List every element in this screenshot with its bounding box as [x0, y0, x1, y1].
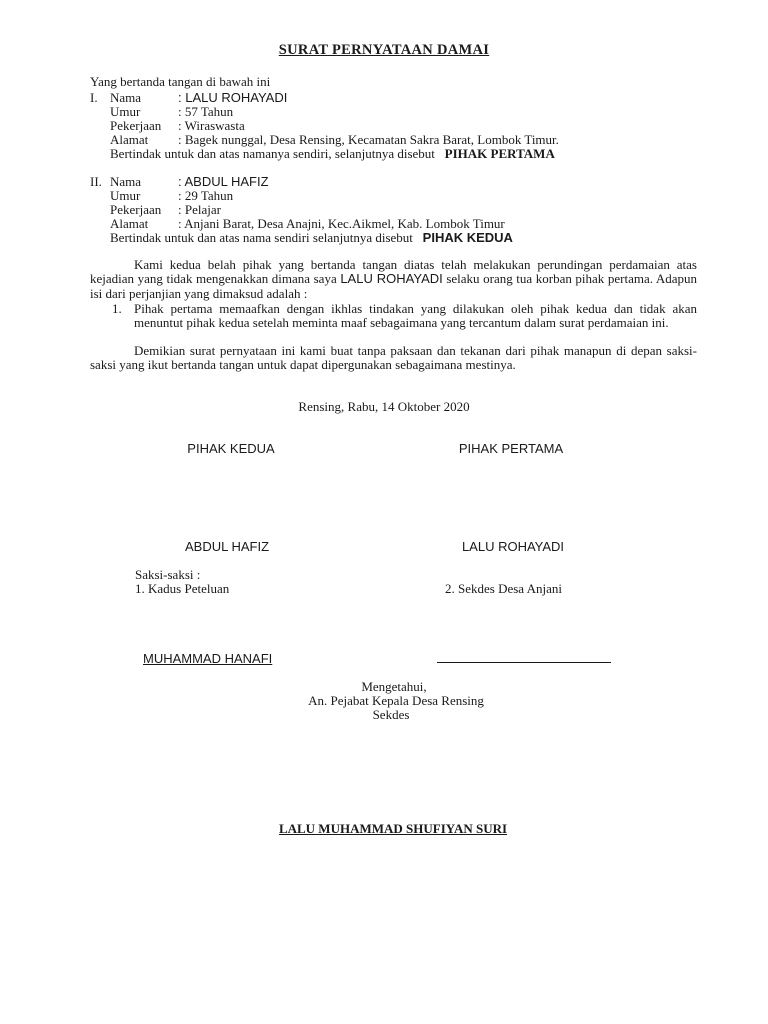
body-paragraph-1	[90, 258, 697, 301]
left-signatory-role: PIHAK KEDUA	[187, 441, 275, 456]
approval-position: An. Pejabat Kepala Desa Rensing	[308, 693, 484, 708]
party2-role	[110, 231, 513, 245]
body-p1-before: Kami kedua belah pihak yang bertanda tangan diatas telah melakukan perundingan perdamaian atas kejadian yang tidak mengenakkan dimana saya	[90, 257, 697, 287]
party2-alamat-value: : Anjani Barat, Desa Anajni, Kec.Aikmel, Kab. Lombok Timur	[178, 216, 505, 231]
party1-nama-value: : LALU ROHAYADI	[178, 90, 288, 105]
party1-number: I.	[90, 90, 98, 105]
body-paragraph-2: Demikian surat pernyataan ini kami buat tanpa paksaan dan tekanan dari pihak manapun di depan saksi-saksi yang ikut bertanda tangan untuk dapat dipergunakan sebagaimana mestinya.	[90, 343, 697, 373]
party1-pekerjaan-value: : Wiraswasta	[178, 118, 245, 133]
witness-2-title: 2. Sekdes Desa Anjani	[445, 581, 562, 596]
witness-1-title: 1. Kadus Peteluan	[135, 581, 230, 596]
approval-sekdes: Sekdes	[372, 707, 410, 722]
party1-role-name: PIHAK PERTAMA	[444, 146, 555, 161]
right-signatory-name: LALU ROHAYADI	[461, 539, 565, 554]
party2-pekerjaan-label: Pekerjaan	[110, 202, 162, 217]
witnesses-heading: Saksi-saksi :	[135, 567, 201, 582]
party1-alamat-label: Alamat	[110, 132, 149, 147]
party1-role-text: Bertindak untuk dan atas namanya sendiri, selanjutnya disebut	[110, 146, 435, 161]
approval-name: LALU MUHAMMAD SHUFIYAN SURI	[278, 821, 508, 836]
party2-umur-value: : 29 Tahun	[178, 188, 234, 203]
party1-alamat-value: : Bagek nunggal, Desa Rensing, Kecamatan Sakra Barat, Lombok Timur.	[178, 132, 559, 147]
party1-role	[110, 147, 555, 161]
item-1-number: 1.	[112, 301, 122, 316]
witness-2-signature-line	[437, 662, 611, 663]
witness-1-name: MUHAMMAD HANAFI	[143, 651, 273, 666]
party2-pekerjaan-value: : Pelajar	[178, 202, 221, 217]
party2-umur-label: Umur	[110, 188, 141, 203]
right-signatory-role: PIHAK PERTAMA	[458, 441, 564, 456]
party2-number: II.	[90, 174, 102, 189]
party1-nama-label: Nama	[110, 90, 142, 105]
approval-mengetahui: Mengetahui,	[361, 679, 427, 694]
party2-alamat-label: Alamat	[110, 216, 149, 231]
party2-role-name: PIHAK KEDUA	[422, 230, 513, 245]
party2-role-text: Bertindak untuk dan atas nama sendiri selanjutnya disebut	[110, 230, 413, 245]
party1-pekerjaan-label: Pekerjaan	[110, 118, 162, 133]
left-signatory-name: ABDUL HAFIZ	[184, 539, 270, 554]
party2-nama-label: Nama	[110, 174, 142, 189]
intro-text: Yang bertanda tangan di bawah ini	[90, 74, 271, 89]
party1-umur-value: : 57 Tahun	[178, 104, 234, 119]
document-title: SURAT PERNYATAAN DAMAI	[278, 42, 490, 58]
body-p1-name: LALU ROHAYADI	[340, 271, 443, 287]
party2-nama-value: : ABDUL HAFIZ	[178, 174, 269, 189]
party1-umur-label: Umur	[110, 104, 141, 119]
item-1-text: Pihak pertama memaafkan dengan ikhlas tindakan yang dilakukan oleh pihak kedua dan tidak akan menuntut pihak kedua setelah meminta maaf sebagaimana yang tercantum dalam surat perdamaian ini.	[134, 301, 697, 331]
body-p1-after: selaku orang tua korban pihak pertama. Adapun isi dari perjanjian yang dimaksud adalah :	[90, 271, 698, 301]
place-date: Rensing, Rabu, 14 Oktober 2020	[298, 399, 470, 414]
